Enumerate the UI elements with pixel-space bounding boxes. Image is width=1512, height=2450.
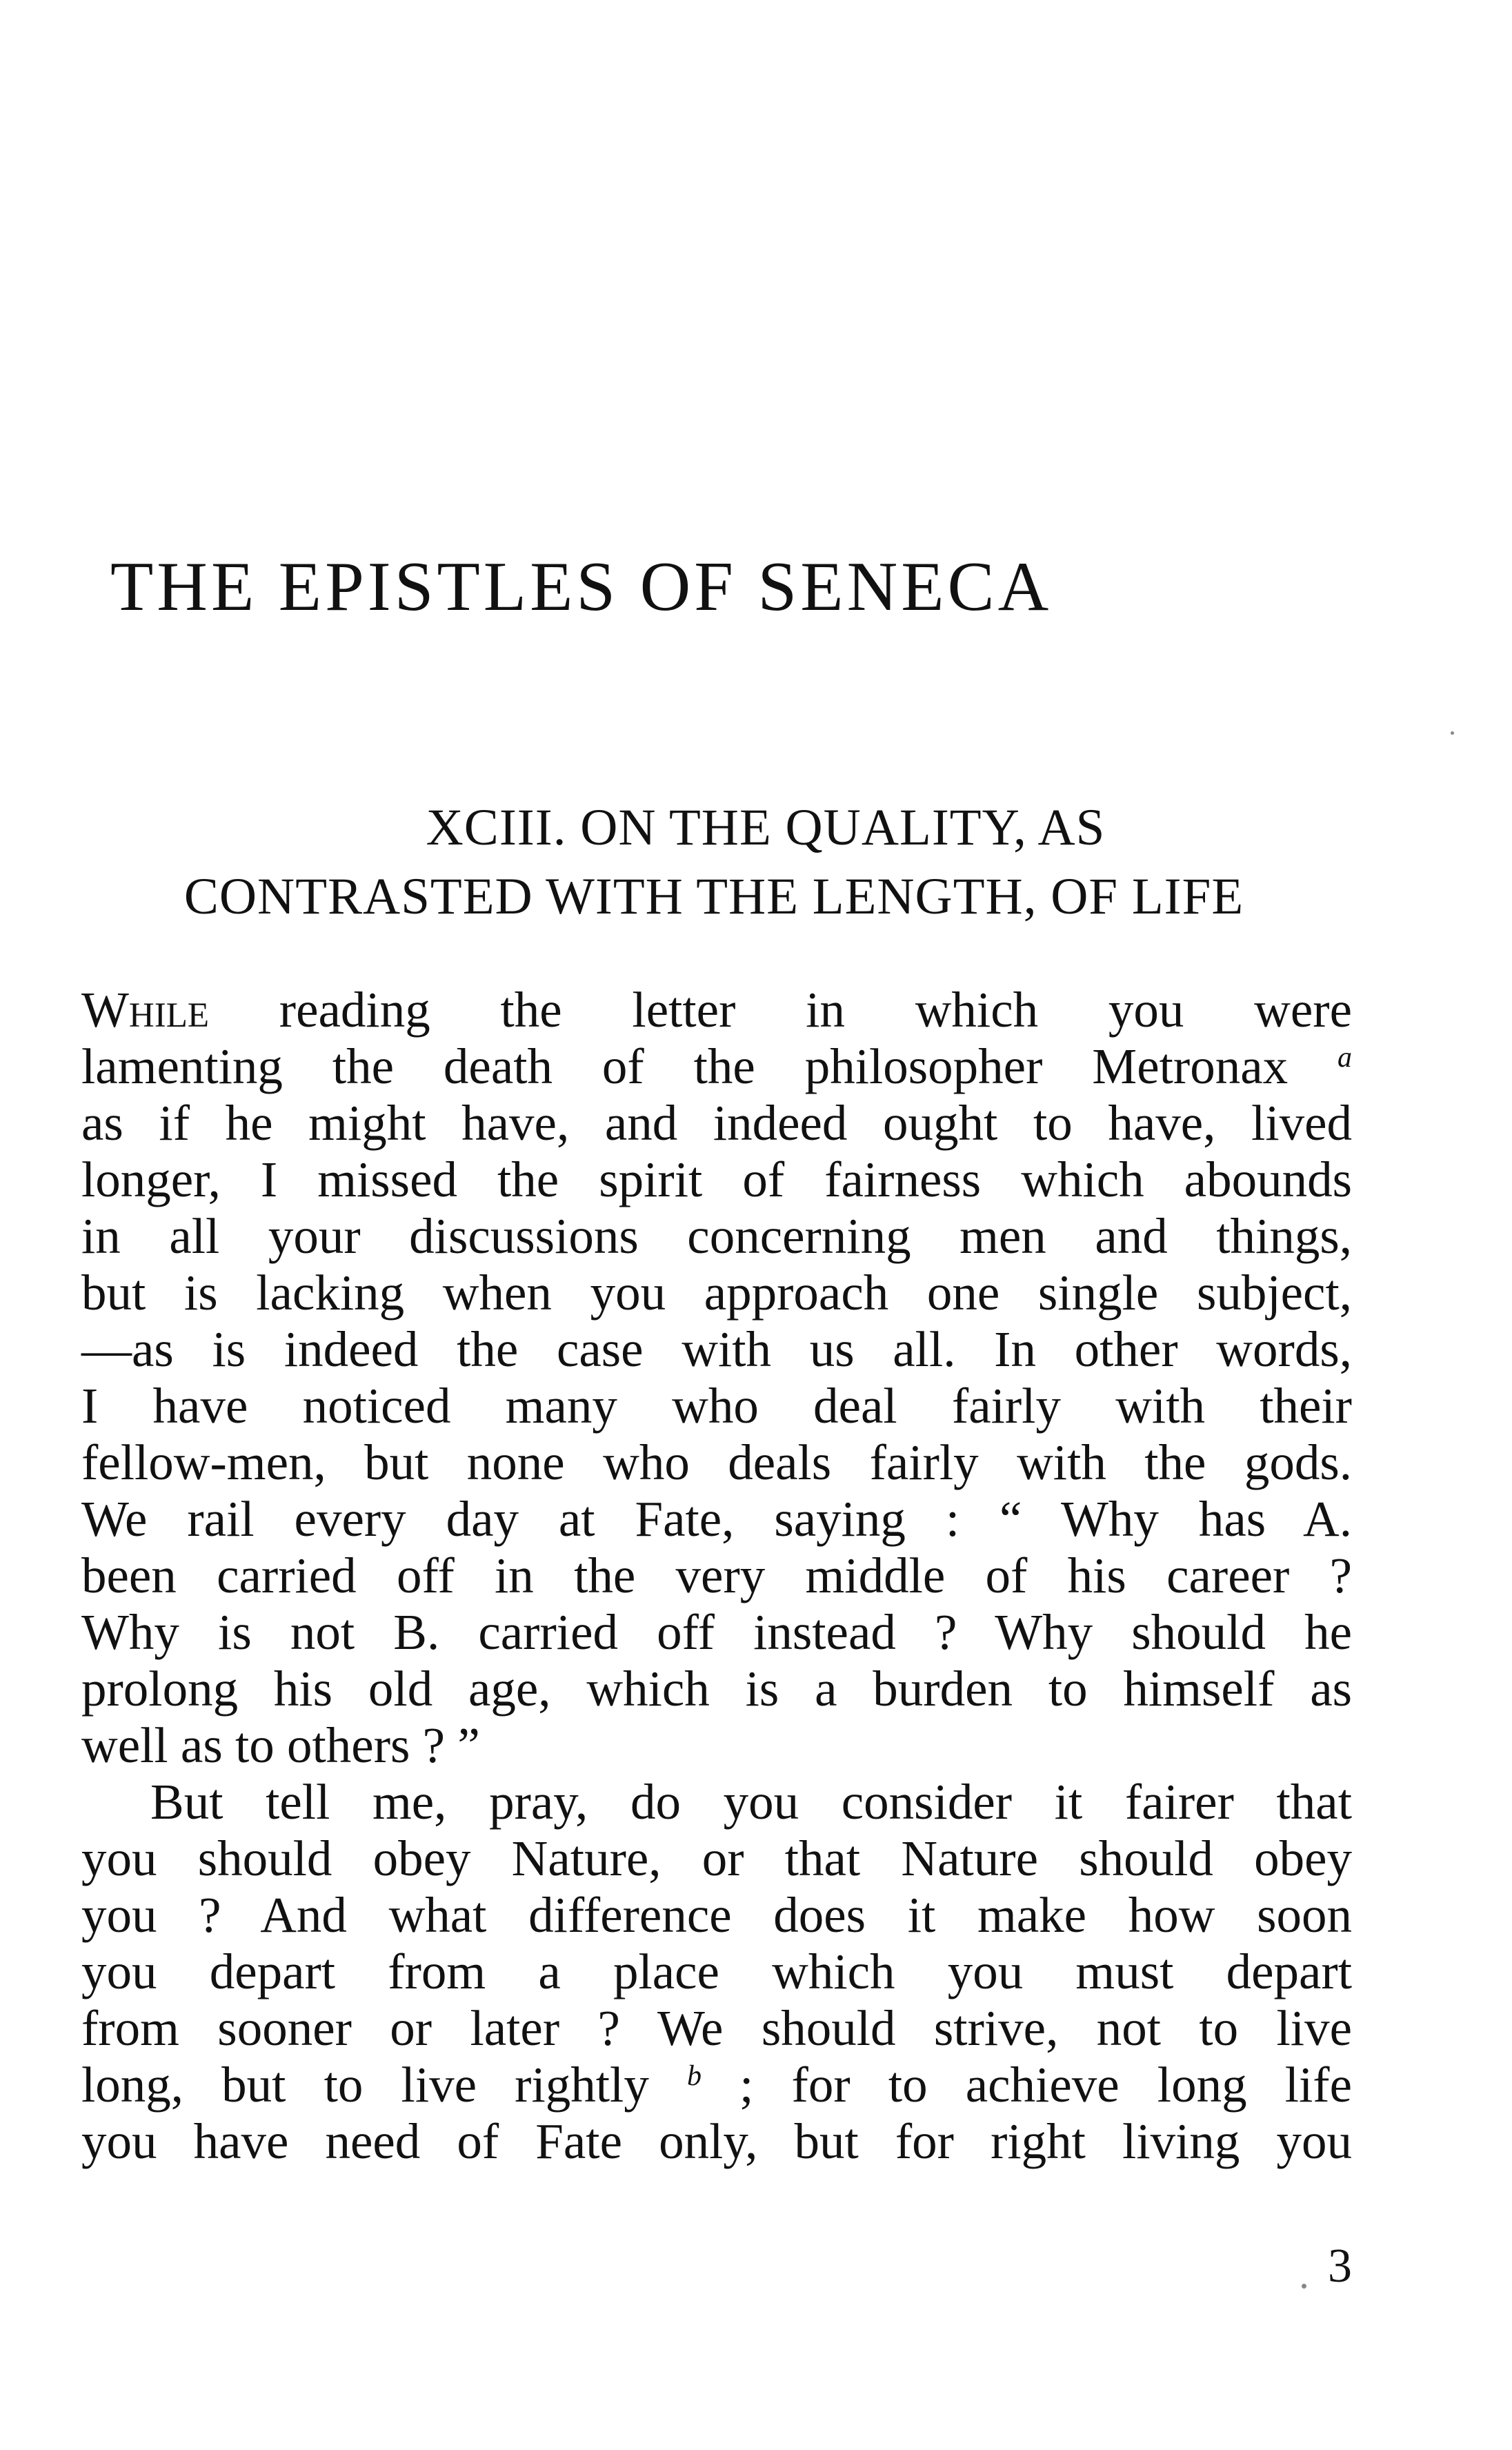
text-line: but is lacking when you approach one single subject, bbox=[81, 1265, 1352, 1321]
text-line: fellow-men, but none who deals fairly with the gods. bbox=[81, 1434, 1352, 1490]
text-line-segment: long, but to live rightly bbox=[81, 2057, 687, 2113]
text-line: prolong his old age, which is a burden to himself as bbox=[81, 1661, 1352, 1717]
text-line-segment: reading the letter in which you were bbox=[209, 982, 1352, 1038]
text-line: you depart from a place which you must depart bbox=[81, 1944, 1352, 1999]
text-line bbox=[81, 1038, 1352, 1095]
text-line: from sooner or later ? We should strive, not to live bbox=[81, 2000, 1352, 2056]
chapter-heading-line-1: XCIII. ON THE QUALITY, AS bbox=[426, 799, 1106, 856]
page-number: 3 bbox=[1328, 2240, 1352, 2293]
text-line bbox=[81, 2057, 1352, 2113]
text-line: well as to others ? ” bbox=[81, 1717, 480, 1773]
footnote-ref-b: b bbox=[686, 2060, 702, 2092]
text-line: you should obey Nature, or that Nature should obey bbox=[81, 1830, 1352, 1886]
text-line-segment: lamenting the death of the philosopher Metronax bbox=[81, 1038, 1337, 1094]
opening-word: While bbox=[81, 982, 210, 1038]
chapter-heading-line-2: CONTRASTED WITH THE LENGTH, OF LIFE bbox=[183, 868, 1244, 925]
text-line-segment: ; for to achieve long life bbox=[701, 2057, 1352, 2113]
text-line: We rail every day at Fate, saying : “ Why has A. bbox=[81, 1491, 1352, 1547]
paper-speck bbox=[1302, 2284, 1306, 2289]
text-line: you ? And what difference does it make how soon bbox=[81, 1887, 1352, 1943]
text-line: in all your discussions concerning men and things, bbox=[81, 1208, 1352, 1264]
text-line: But tell me, pray, do you consider it fairer that bbox=[150, 1774, 1352, 1830]
footnote-ref-a: a bbox=[1337, 1042, 1352, 1074]
text-line: Why is not B. carried off instead ? Why should he bbox=[81, 1604, 1352, 1660]
body-text bbox=[81, 982, 1352, 2170]
text-line: longer, I missed the spirit of fairness which abounds bbox=[81, 1152, 1352, 1207]
text-line: been carried off in the very middle of his career ? bbox=[81, 1548, 1352, 1603]
page-title: THE EPISTLES OF SENECA bbox=[110, 548, 1053, 626]
paper-speck bbox=[1451, 731, 1454, 735]
text-line: you have need of Fate only, but for right living you bbox=[81, 2113, 1352, 2169]
text-line bbox=[81, 982, 1352, 1038]
text-line: I have noticed many who deal fairly with their bbox=[81, 1378, 1352, 1434]
text-line: as if he might have, and indeed ought to have, lived bbox=[81, 1095, 1352, 1151]
text-line: —as is indeed the case with us all. In other words, bbox=[81, 1321, 1352, 1377]
chapter-heading bbox=[76, 793, 1352, 931]
